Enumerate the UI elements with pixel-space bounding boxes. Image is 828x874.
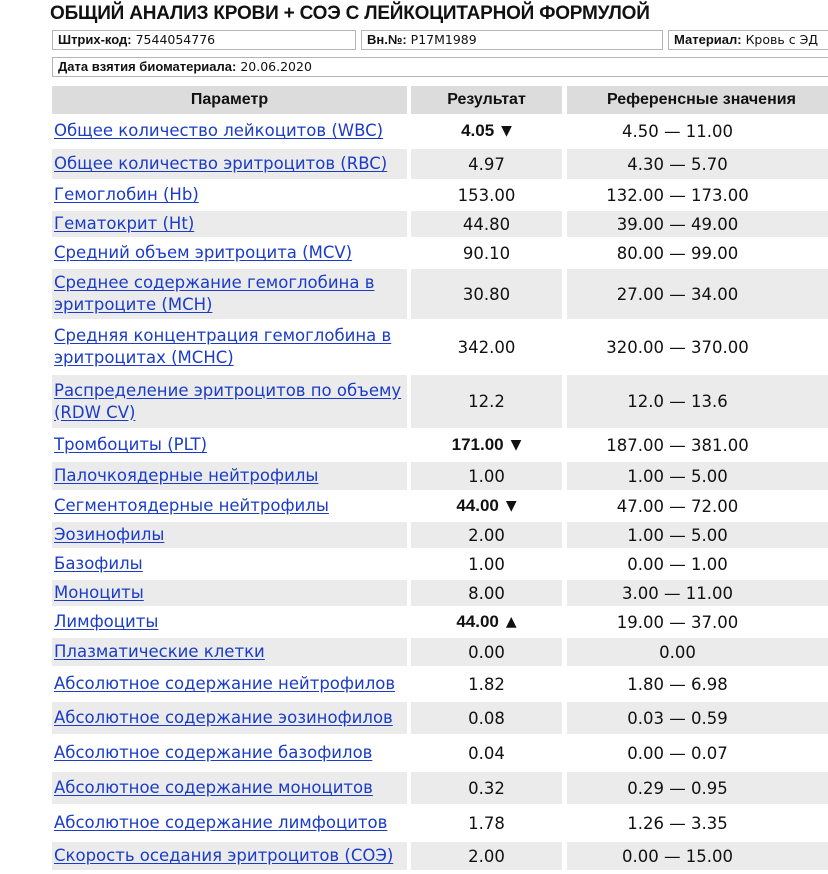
result-value: 44.80 (462, 214, 511, 234)
reference-cell (567, 669, 828, 699)
parameter-cell (52, 322, 407, 372)
table-row (52, 609, 828, 638)
page-title: ОБЩИЙ АНАЛИЗ КРОВИ + СОЭ С ЛЕЙКОЦИТАРНОЙ ФОРМУЛОЙ (50, 3, 650, 24)
parameter-link[interactable]: Моноциты (54, 583, 144, 602)
reference-cell (567, 551, 828, 577)
reference-cell (567, 240, 828, 266)
parameter-link[interactable]: Палочкоядерные нейтрофилы (54, 466, 319, 485)
reference-cell (567, 322, 828, 372)
parameter-link[interactable]: Лимфоциты (54, 612, 159, 631)
parameter-cell (52, 116, 407, 146)
result-cell (411, 116, 562, 146)
reference-cell (567, 580, 828, 606)
result-value: 44.00 (456, 612, 499, 631)
reference-cell (567, 116, 828, 146)
parameter-cell (52, 431, 407, 459)
column-header-result: Результат (411, 86, 562, 114)
parameter-cell (52, 638, 407, 666)
reference-value: 4.30 — 5.70 (627, 154, 728, 174)
reference-value: 27.00 — 34.00 (616, 284, 739, 304)
reference-value: 0.00 — 0.07 (627, 743, 728, 763)
result-cell (411, 638, 562, 666)
result-cell (411, 580, 562, 606)
reference-value: 4.50 — 11.00 (622, 121, 733, 141)
reference-cell (567, 431, 828, 459)
table-row (52, 149, 828, 182)
parameter-cell (52, 149, 407, 179)
barcode-field (52, 30, 356, 50)
parameter-link[interactable]: Гемоглобин (Hb) (54, 185, 199, 204)
parameter-link[interactable]: Средний объем эритроцита (MCV) (54, 243, 353, 262)
table-row (52, 551, 828, 580)
internal-number-field (361, 30, 663, 50)
table-row (52, 462, 828, 493)
parameter-cell (52, 375, 407, 428)
result-cell (411, 431, 562, 459)
table-row (52, 375, 828, 431)
parameter-cell (52, 551, 407, 577)
parameter-link[interactable]: Сегментоядерные нейтрофилы (54, 496, 329, 515)
result-cell (411, 375, 562, 428)
result-value: 342.00 (457, 337, 516, 357)
result-cell (411, 669, 562, 699)
table-row (52, 431, 828, 462)
table-row (52, 842, 828, 873)
result-value: 8.00 (468, 583, 505, 603)
result-value: 1.00 (468, 466, 505, 486)
internal-number-label: Вн.№: (367, 32, 407, 47)
parameter-cell (52, 772, 407, 804)
table-row (52, 493, 828, 522)
parameter-cell (52, 702, 407, 734)
result-value: 153.00 (457, 185, 516, 205)
material-label: Материал: (674, 32, 742, 47)
arrow-up-icon: ▲ (505, 614, 517, 630)
result-value: 0.04 (468, 743, 505, 763)
table-row (52, 580, 828, 609)
table-row (52, 116, 828, 149)
parameter-cell (52, 211, 407, 237)
sample-date-field (52, 57, 828, 77)
result-value: 1.00 (468, 554, 505, 574)
reference-value: 132.00 — 173.00 (606, 185, 749, 205)
parameter-link[interactable]: Тромбоциты (PLT) (54, 435, 208, 454)
reference-value: 187.00 — 381.00 (606, 435, 749, 455)
reference-value: 80.00 — 99.00 (616, 243, 739, 263)
result-cell (411, 269, 562, 319)
reference-cell (567, 462, 828, 490)
result-cell (411, 182, 562, 208)
sample-date-label: Дата взятия биоматериала: (58, 59, 237, 74)
internal-number-value: P17M1989 (410, 32, 477, 47)
arrow-down-icon: ▼ (510, 437, 522, 453)
result-cell (411, 493, 562, 519)
table-row (52, 669, 828, 702)
parameter-cell (52, 493, 407, 519)
reference-cell (567, 375, 828, 428)
parameter-link[interactable]: Эозинофилы (54, 525, 165, 544)
result-value: 4.97 (468, 154, 505, 174)
result-value: 4.05 (461, 121, 495, 140)
result-value: 1.78 (468, 813, 505, 833)
result-value: 30.80 (462, 284, 511, 304)
parameter-cell (52, 580, 407, 606)
parameter-link[interactable]: Средняя концентрация гемоглобина в эритроцитах (MCHC) (54, 326, 392, 367)
reference-cell (567, 638, 828, 666)
parameter-cell (52, 182, 407, 208)
reference-cell (567, 842, 828, 870)
parameter-link[interactable]: Общее количество лейкоцитов (WBC) (54, 121, 384, 140)
parameter-link[interactable]: Распределение эритроцитов по объему (RDW CV) (54, 380, 402, 422)
parameter-link[interactable]: Скорость оседания эритроцитов (СОЭ) (54, 846, 394, 865)
result-cell (411, 772, 562, 804)
table-row (52, 737, 828, 772)
reference-cell (567, 211, 828, 237)
reference-cell (567, 702, 828, 734)
reference-value: 12.0 — 13.6 (627, 392, 728, 411)
sample-date-value: 20.06.2020 (240, 59, 312, 74)
material-field (668, 30, 828, 50)
parameter-link[interactable]: Гематокрит (Ht) (54, 214, 195, 233)
parameter-link[interactable]: Общее количество эритроцитов (RBC) (54, 154, 388, 173)
result-value: 2.00 (468, 846, 505, 866)
column-header-parameter: Параметр (52, 86, 407, 114)
parameter-cell (52, 842, 407, 870)
result-cell (411, 322, 562, 372)
reference-value: 3.00 — 11.00 (622, 583, 733, 603)
reference-cell (567, 269, 828, 319)
result-cell (411, 737, 562, 769)
parameter-cell (52, 522, 407, 548)
reference-value: 1.00 — 5.00 (627, 525, 728, 545)
table-row (52, 702, 828, 737)
reference-value: 1.80 — 6.98 (627, 674, 728, 694)
table-row (52, 211, 828, 240)
column-header-reference: Референсные значения (567, 86, 828, 114)
result-value: 1.82 (468, 674, 505, 694)
result-cell (411, 609, 562, 635)
result-value: 90.10 (462, 243, 511, 263)
parameter-link[interactable]: Абсолютное содержание моноцитов (54, 778, 373, 797)
reference-cell (567, 609, 828, 635)
reference-cell (567, 772, 828, 804)
table-row (52, 638, 828, 669)
barcode-label: Штрих-код: (58, 32, 132, 47)
barcode-value: 7544054776 (135, 32, 216, 47)
result-value: 0.32 (468, 778, 505, 798)
result-cell (411, 842, 562, 870)
parameter-cell (52, 609, 407, 635)
reference-value: 320.00 — 370.00 (606, 337, 749, 357)
parameter-link[interactable]: Абсолютное содержание базофилов (54, 743, 373, 762)
result-value: 171.00 (451, 435, 504, 454)
table-row (52, 269, 828, 322)
parameter-cell (52, 737, 407, 769)
result-value: 0.00 (468, 642, 505, 662)
reference-value: 19.00 — 37.00 (616, 612, 739, 632)
reference-value: 0.29 — 0.95 (627, 778, 728, 798)
result-cell (411, 211, 562, 237)
reference-cell (567, 522, 828, 548)
parameter-cell (52, 669, 407, 699)
reference-cell (567, 807, 828, 839)
result-cell (411, 551, 562, 577)
result-cell (411, 702, 562, 734)
reference-value: 47.00 — 72.00 (616, 496, 739, 516)
result-cell (411, 462, 562, 490)
parameter-link[interactable]: Базофилы (54, 554, 143, 573)
result-cell (411, 240, 562, 266)
reference-value: 1.26 — 3.35 (627, 813, 728, 833)
parameter-link[interactable]: Плазматические клетки (54, 642, 265, 661)
reference-value: 0.00 — 1.00 (627, 554, 728, 574)
result-cell (411, 149, 562, 179)
parameter-link[interactable]: Абсолютное содержание лимфоцитов (54, 813, 388, 832)
result-value: 2.00 (468, 525, 505, 545)
table-row (52, 322, 828, 375)
table-row (52, 772, 828, 807)
reference-cell (567, 493, 828, 519)
reference-value: 39.00 — 49.00 (616, 214, 739, 234)
arrow-down-icon: ▼ (505, 498, 517, 514)
result-value: 44.00 (456, 496, 499, 515)
table-row (52, 182, 828, 211)
reference-value: 0.03 — 0.59 (627, 708, 728, 728)
result-value: 12.2 (468, 392, 505, 411)
parameter-cell (52, 462, 407, 490)
result-cell (411, 522, 562, 548)
parameter-cell (52, 240, 407, 266)
reference-value: 1.00 — 5.00 (627, 466, 728, 486)
table-row (52, 240, 828, 269)
reference-value: 0.00 — 15.00 (622, 846, 733, 866)
arrow-down-icon: ▼ (501, 123, 512, 139)
reference-value: 0.00 (659, 642, 696, 662)
table-row (52, 807, 828, 842)
reference-cell (567, 182, 828, 208)
material-value: Кровь с ЭД (745, 32, 819, 47)
parameter-link[interactable]: Среднее содержание гемоглобина в эритроците (MCH) (54, 273, 375, 314)
result-value: 0.08 (468, 708, 505, 728)
reference-cell (567, 737, 828, 769)
parameter-cell (52, 269, 407, 319)
parameter-link[interactable]: Абсолютное содержание нейтрофилов (54, 674, 396, 693)
table-row (52, 522, 828, 551)
parameter-cell (52, 807, 407, 839)
result-cell (411, 807, 562, 839)
reference-cell (567, 149, 828, 179)
parameter-link[interactable]: Абсолютное содержание эозинофилов (54, 708, 393, 727)
